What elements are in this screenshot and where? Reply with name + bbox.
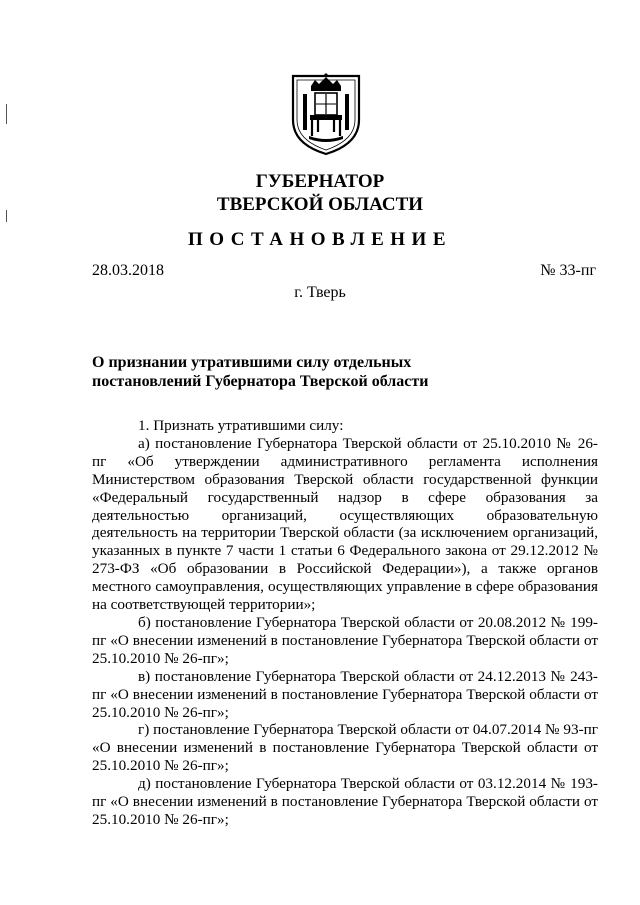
authority-title-line1: ГУБЕРНАТОР [255,171,385,192]
body-paragraph: 1. Признать утратившими силу: [138,417,344,434]
body-paragraph: г) постановление Губернатора Тверской области от 04.07.2014 № 93-пг «О внесении изменений в постановление Губернатора Тверской области от 25.10.2010 № 26-пг»; [92,721,598,775]
document-city: г. Тверь [294,284,346,301]
subject-line: постановлений Губернатора Тверской области [92,373,429,390]
coat-of-arms-icon [289,70,363,156]
document-date: 28.03.2018 [92,262,164,279]
body-paragraph: д) постановление Губернатора Тверской области от 03.12.2014 № 193-пг «О внесении изменений в постановление Губернатора Тверской области от 25.10.2010 № 26-пг»; [92,775,598,828]
body-paragraph: в) постановление Губернатора Тверской области от 24.12.2013 № 243-пг «О внесении изменений в постановление Губернатора Тверской области от 25.10.2010 № 26-пг»; [92,667,598,721]
body-paragraph: а) постановление Губернатора Тверской области от 25.10.2010 № 26-пг «Об утверждении административного регламента исполнения Министерством образования Тверской области государственной функции «Федеральный государственный надзор в сфере образования за деятельностью организаций, осуществляющих образовательную деятельность на территории Тверской области (за исключением организаций, указанных в пункте 7 части 1 статьи 6 Федерального закона от 29.12.2012 № 273-ФЗ «Об образовании в Российской Федерации»), а также органов местного самоуправления, осуществляющих управление в сфере образования на соответствующей территории»; [92,434,598,614]
subject-line: О признании утратившими силу отдельных [92,354,412,371]
document-number: № 33-пг [540,262,596,279]
scan-margin-mark [6,104,7,124]
document-subject [92,353,452,391]
document-type-heading: ПОСТАНОВЛЕНИЕ [187,229,453,250]
authority-title-line2: ТВЕРСКОЙ ОБЛАСТИ [216,194,424,215]
body-paragraph: б) постановление Губернатора Тверской области от 20.08.2012 № 199-пг «О внесении изменений в постановление Губернатора Тверской области от 25.10.2010 № 26-пг»; [92,613,598,667]
document-body [92,417,598,829]
